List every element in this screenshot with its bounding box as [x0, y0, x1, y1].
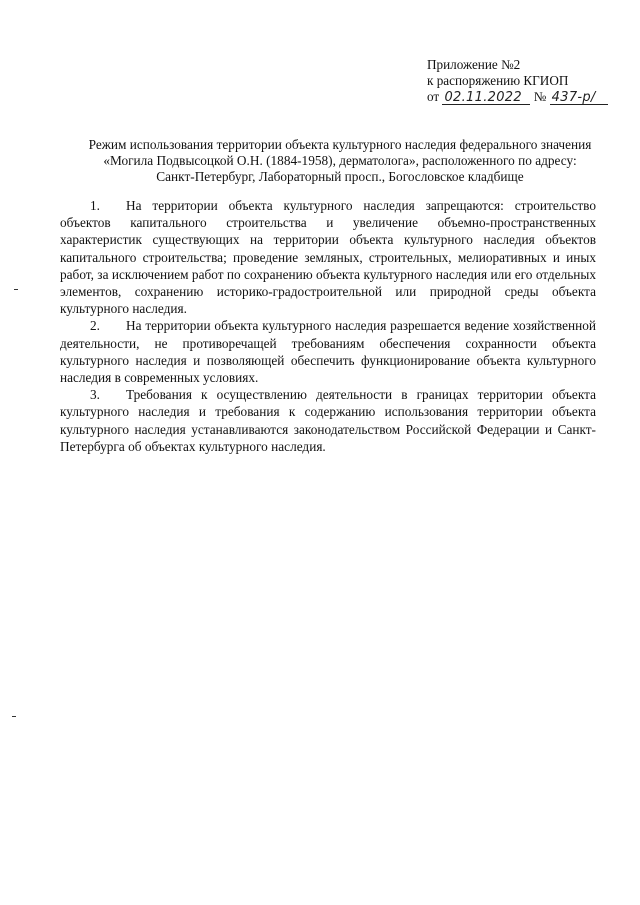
paragraph-text: На территории объекта культурного наследия запрещаются: строительство объектов капитального строительства и увеличение объемно-пространственных характеристик существующих на территории объекта культурного наследия объектов капитального строительства; проведение земляных, строительных, мелиоративных и иных работ, за исключением работ по сохранению объекта культурного наследия или его отдельных элементов, сохранению историко-градостроительной или природной среды объекта культурного наследия.	[60, 198, 596, 317]
title-line-2: «Могила Подвысоцкой О.Н. (1884-1958), дерматолога», расположенного по адресу:	[103, 153, 577, 168]
document-body	[60, 197, 596, 455]
paragraph-number: 1.	[90, 198, 100, 213]
handwritten-date: 02.11.2022	[442, 90, 530, 105]
appendix-label: Приложение №2	[427, 57, 521, 72]
paragraph-text: Требования к осуществлению деятельности в границах территории объекта культурного наследия и требования к содержанию использования территории объекта культурного наследия устанавливаются законодательством Российской Федерации и Санкт-Петербурга об объектах культурного наследия.	[60, 387, 596, 454]
paragraph-text: На территории объекта культурного наследия разрешается ведение хозяйственной деятельности, не противоречащей требованиям обеспечения сохранности объекта культурного наследия и позволяющей обеспечить функционирование объекта культурного наследия в современных условиях.	[60, 318, 596, 386]
title-line-3: Санкт-Петербург, Лабораторный просп., Богословское кладбище	[156, 169, 524, 184]
paragraph-1	[60, 197, 596, 317]
paragraph-3	[60, 386, 596, 455]
title-line-1: Режим использования территории объекта культурного наследия федерального значения	[88, 137, 592, 152]
date-number-line	[427, 89, 608, 105]
date-prefix: от	[427, 89, 440, 104]
handwritten-number: 437-р/	[550, 90, 608, 105]
paragraph-number: 3.	[90, 387, 100, 403]
document-header	[427, 57, 608, 105]
scan-mark	[12, 716, 16, 717]
document-title	[60, 137, 620, 185]
paragraph-2	[60, 317, 596, 386]
order-reference: к распоряжению КГИОП	[427, 73, 569, 88]
scan-mark	[14, 289, 18, 290]
number-prefix: №	[533, 89, 547, 104]
paragraph-number: 2.	[90, 318, 100, 334]
